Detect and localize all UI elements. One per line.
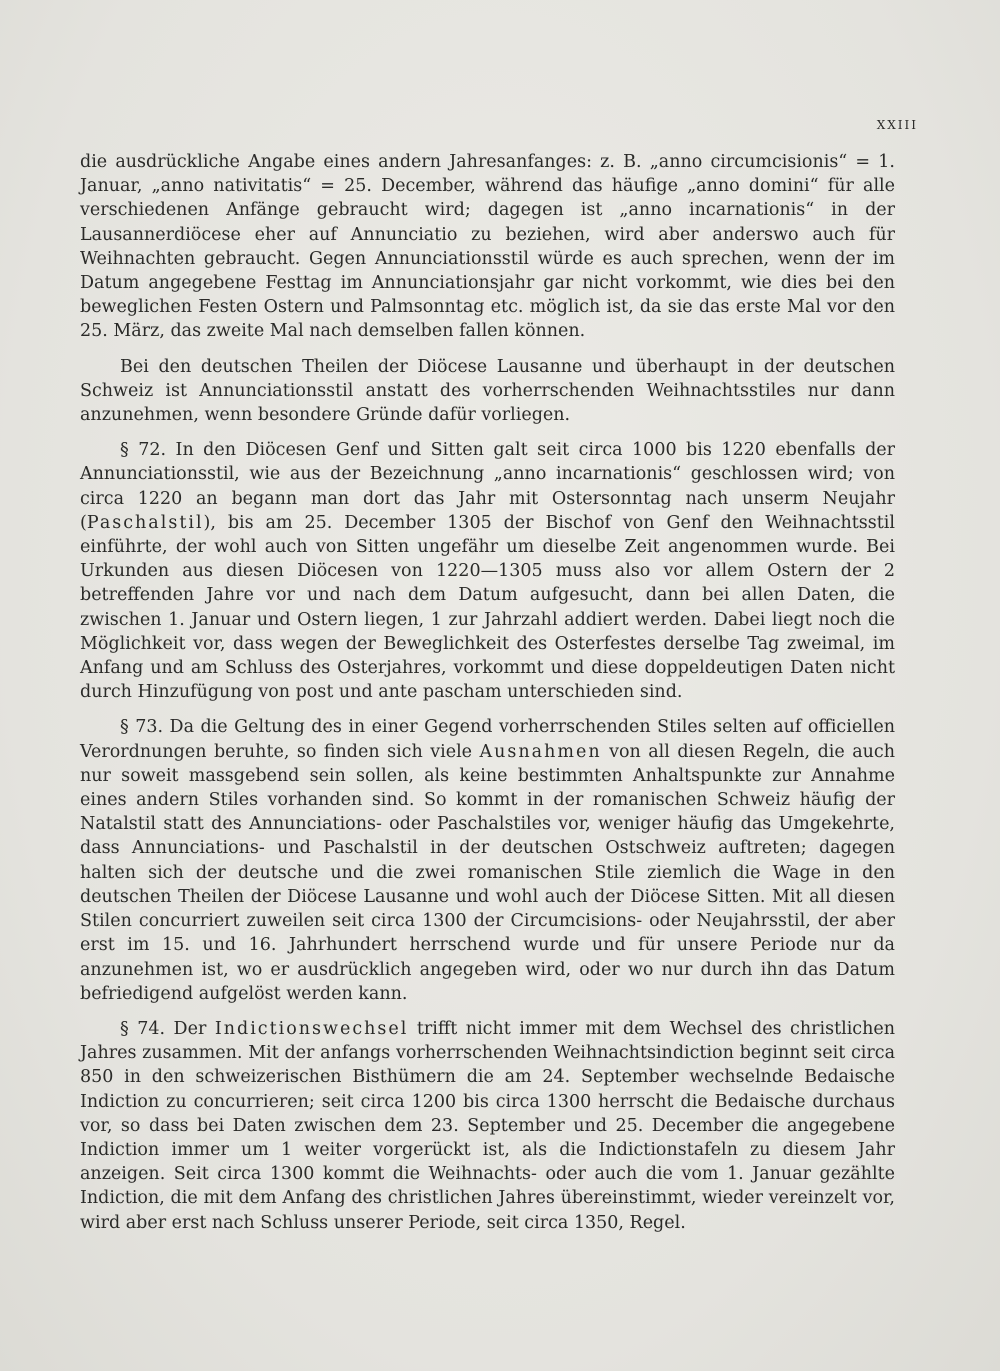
emphasized-term: Ausnahmen bbox=[479, 741, 602, 762]
paragraph-text: § 73. Da die Geltung des in einer Gegend vorherrschenden Stiles selten auf officiellen Verordnungen beruhte, so finden sich viele bbox=[80, 717, 895, 762]
paragraph-text: § 72. In den Diöcesen Genf und Sitten galt seit circa 1000 bis 1220 ebenfalls der Annunciationsstil, wie aus der Bezeichnung „anno incarnationis“ geschlossen wird; von circa 1220 an begann man dort das Jahr mit Ostersonntag nach unserm Neujahr ( bbox=[80, 440, 895, 533]
paragraph-p1 bbox=[80, 150, 895, 344]
paragraph-text: § 74. Der bbox=[120, 1018, 215, 1039]
paragraph-text: die ausdrückliche Angabe eines andern Jahresanfanges: z. B. „anno circumcisionis“ = 1. Januar, „anno nativitatis“ = 25. December, während das häufige „anno domini“ für alle verschiedenen Anfänge gebraucht wird; dagegen ist „anno incarnationis“ in der Lausannerdiöcese eher auf Annunciatio zu beziehen, wird aber anderswo auch für Weihnachten gebraucht. Gegen Annunciationsstil würde es auch sprechen, wenn der im Datum angegebene Festtag im Annunciationsjahr gar nicht vorkommt, wie dies bei den beweglichen Festen Ostern und Palmsonntag etc. möglich ist, da sie das erste Mal vor den 25. März, das zweite Mal nach demselben fallen können. bbox=[80, 152, 895, 342]
paragraph-text: von all diesen Regeln, die auch nur soweit massgebend sein sollen, als keine bestimmten Anhaltspunkte zur Annahme eines andern Stiles vorhanden sind. So kommt in der romanischen Schweiz häufig der Natalstil statt des Annunciations- oder Paschalstiles vor, weniger häufig das Umgekehrte, dass Annunciations- und Paschalstil in der deutschen Ostschweiz auftreten; dagegen halten sich der deutsche und die zwei romanischen Stile ziemlich die Wage in den deutschen Theilen der Diöcese Lausanne und wohl auch der Diöcese Sitten. Mit all diesen Stilen concurriert zuweilen seit circa 1300 der Circumcisions- oder Neujahrsstil, der aber erst im 15. und 16. Jahrhundert herrschend wurde und für unsere Periode nur da anzunehmen ist, wo er ausdrücklich angegeben wird, oder wo nur durch ihn das Datum befriedigend aufgelöst werden kann. bbox=[80, 741, 896, 1004]
paragraph-p2 bbox=[80, 355, 895, 428]
paragraph-text: Bei den deutschen Theilen der Diöcese Lausanne und überhaupt in der deutschen Schweiz ist Annunciationsstil anstatt des vorherrschenden Weihnachtsstiles nur dann anzunehmen, wenn besondere Gründe dafür vorliegen. bbox=[80, 356, 895, 426]
paragraph-p3 bbox=[80, 438, 895, 704]
paragraph-p4 bbox=[80, 715, 895, 1005]
paragraph-text: trifft nicht immer mit dem Wechsel des christlichen Jahres zusammen. Mit der anfangs vorherrschenden Weihnachtsindiction beginnt seit circa 850 in den schweizerischen Bisthümern die am 24. September wechselnde Bedaische Indiction zu concurrieren; seit circa 1200 bis circa 1300 herrscht die Bedaische durchaus vor, so dass bei Daten zwischen dem 23. September und 25. December die angegebene Indiction immer um 1 weiter vorgerückt ist, als die Indictionstafeln zu diesem Jahr anzeigen. Seit circa 1300 kommt die Weihnachts- oder auch die vom 1. Januar gezählte Indiction, die mit dem Anfang des christlichen Jahres übereinstimmt, wieder vereinzelt vor, wird aber erst nach Schluss unserer Periode, seit circa 1350, Regel. bbox=[80, 1018, 895, 1233]
body-text bbox=[80, 150, 895, 1246]
paragraph-text: ), bis am 25. December 1305 der Bischof von Genf den Weihnachtsstil einführte, der wohl auch von Sitten ungefähr um dieselbe Zeit angenommen wurde. Bei Urkunden aus diesen Diöcesen von 1220—1305 muss also vor allem Ostern der 2 betreffenden Jahre vor und nach dem Datum aufgesucht, dann bei allen Daten, die zwischen 1. Januar und Ostern liegen, 1 zur Jahrzahl addiert werden. Dabei liegt noch die Möglichkeit vor, dass wegen der Beweglichkeit des Osterfestes derselbe Tag zweimal, im Anfang und am Schluss des Osterjahres, vorkommt und diese doppeldeutigen Daten nicht durch Hinzufügung von post und ante pascham unterschieden sind. bbox=[80, 512, 895, 703]
paragraph-p5 bbox=[80, 1017, 895, 1235]
emphasized-term: Indictionswechsel bbox=[214, 1018, 409, 1039]
emphasized-term: Paschalstil bbox=[86, 512, 204, 533]
page-number: XXIII bbox=[876, 118, 918, 132]
